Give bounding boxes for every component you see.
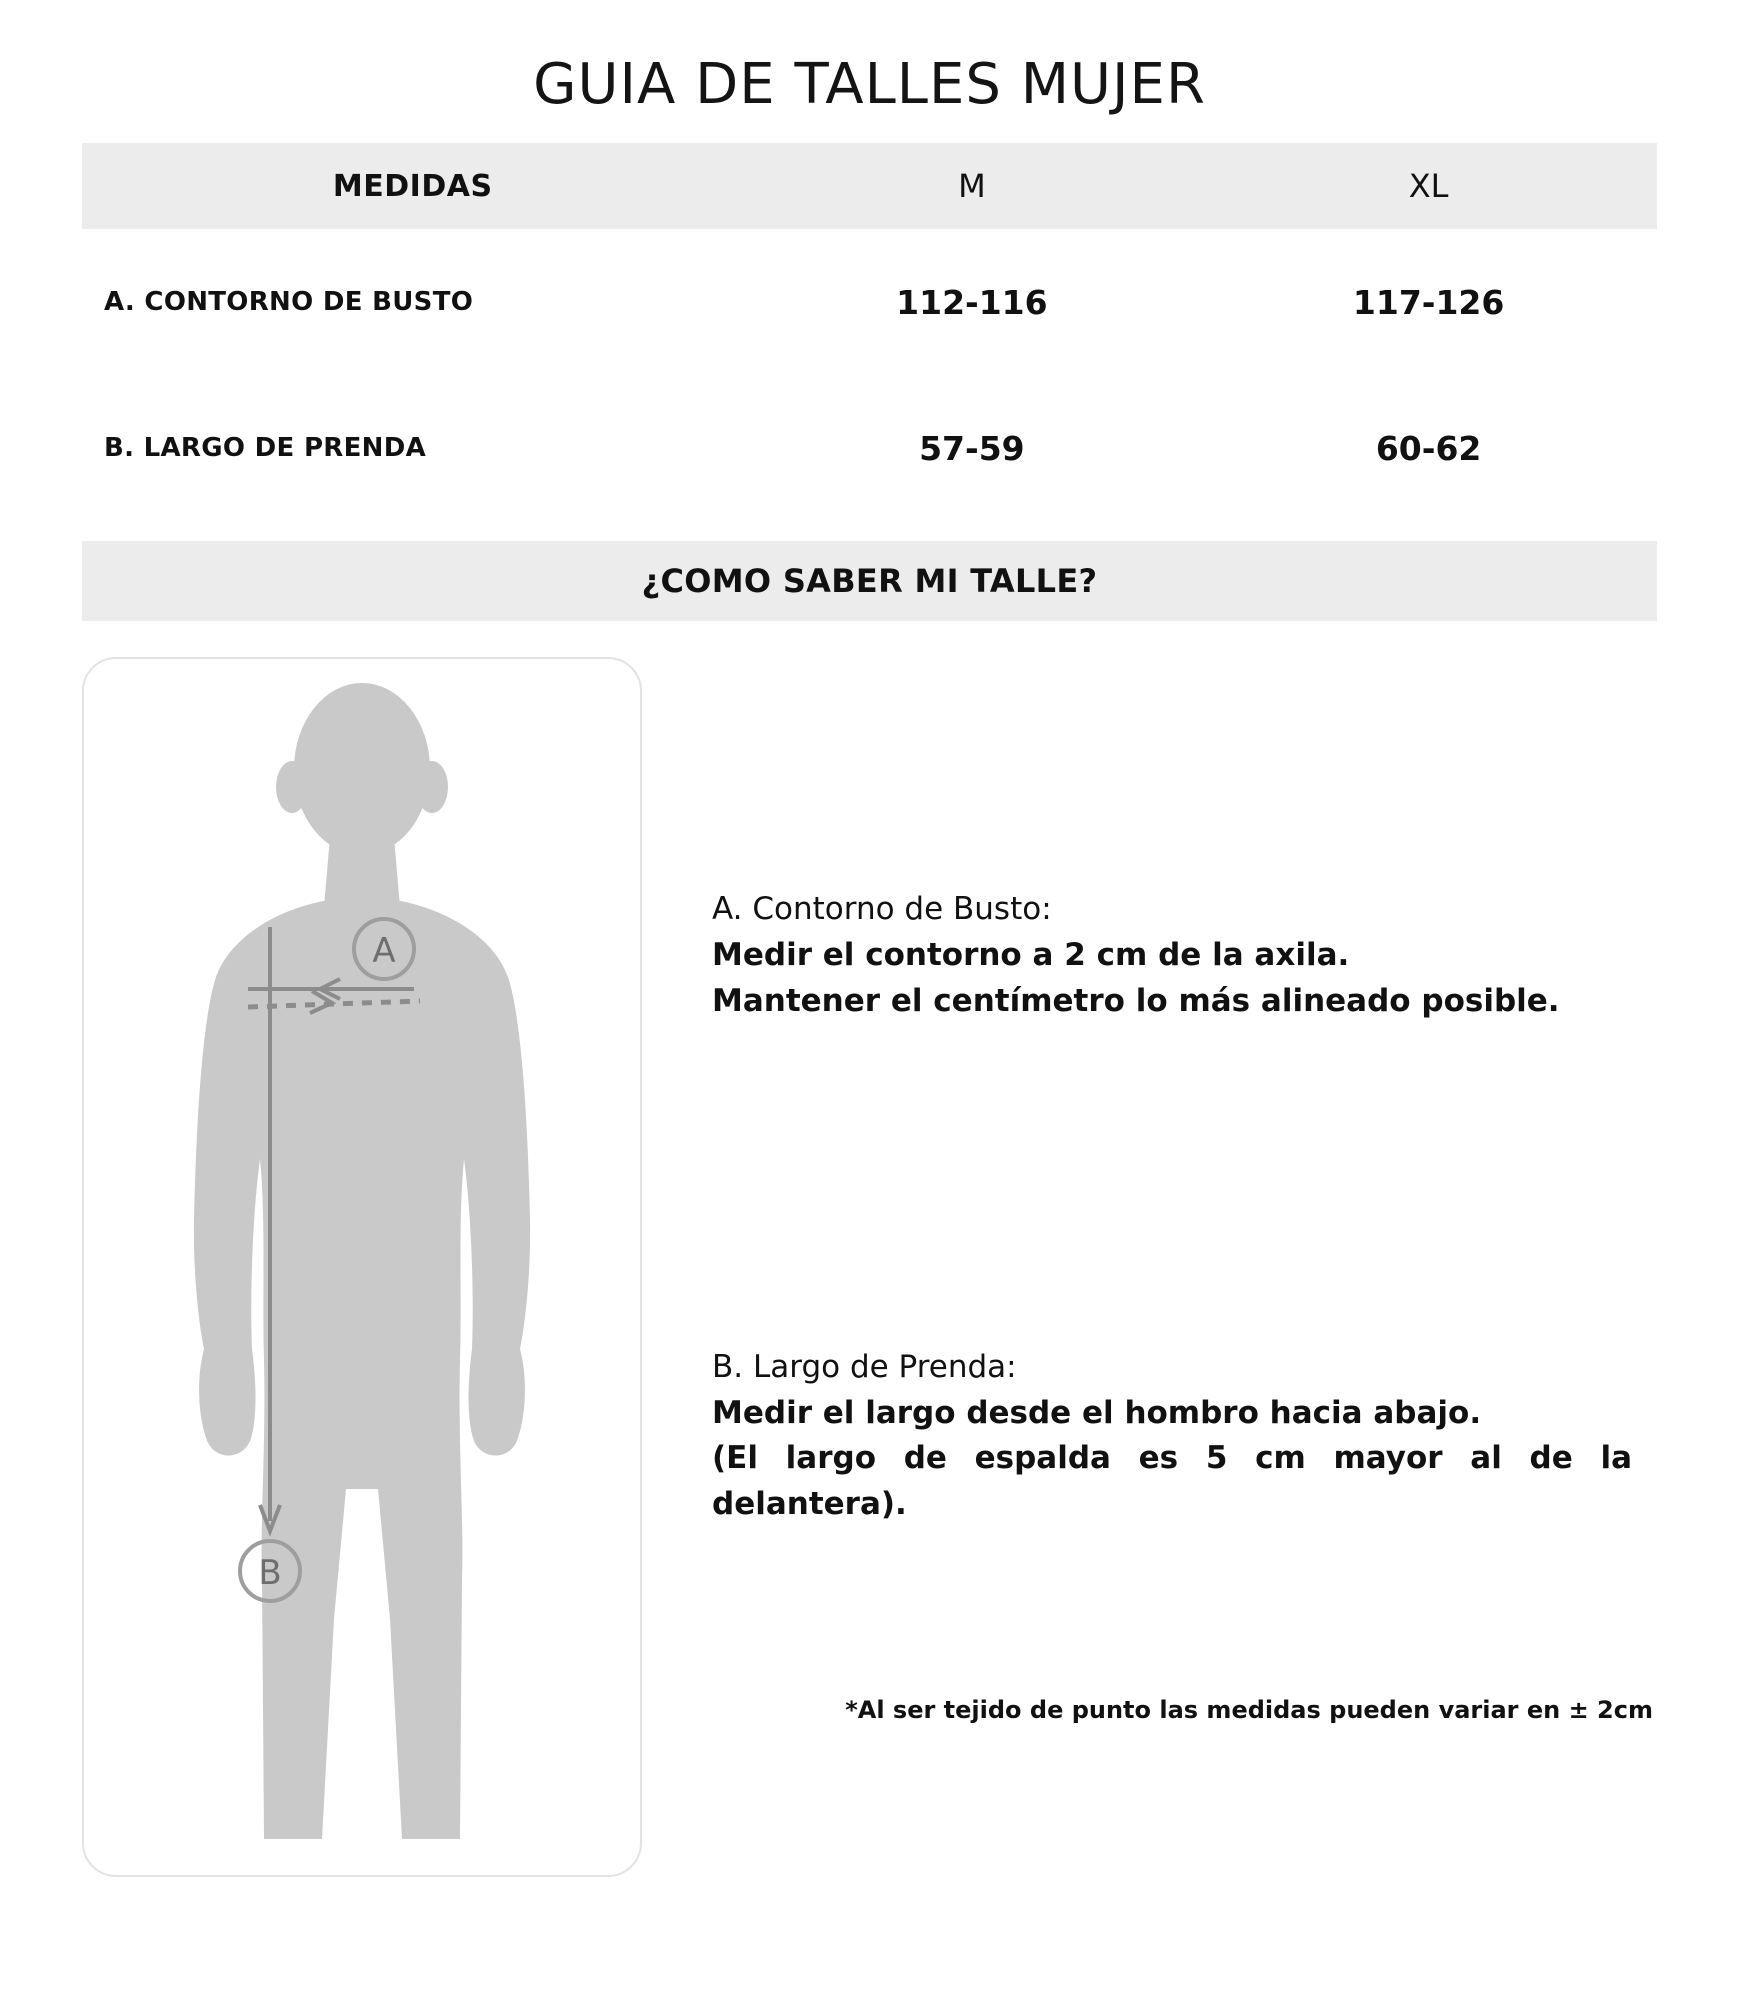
row-bust-xl: 117-126 xyxy=(1352,282,1505,322)
body-silhouette-illustration xyxy=(84,659,640,1875)
instruction-a-line2: Mantener el centímetro lo más alineado posible. xyxy=(712,982,1560,1019)
row-length-m: 57-59 xyxy=(919,428,1025,468)
marker-a-label: A xyxy=(372,931,396,971)
guide-content xyxy=(82,657,1657,1877)
table-header-row xyxy=(82,143,1657,229)
figure-frame xyxy=(82,657,642,1877)
row-label-length: B. LARGO DE PRENDA xyxy=(104,433,427,463)
row-bust-m: 112-116 xyxy=(896,282,1048,322)
instruction-b-line2: (El largo de espalda es 5 cm mayor al de la delantera). xyxy=(712,1440,1632,1523)
instruction-b-heading: B. Largo de Prenda: xyxy=(712,1348,1017,1385)
instructions-column xyxy=(662,657,1657,1724)
table-header-measures: MEDIDAS xyxy=(332,168,493,204)
section-banner xyxy=(82,541,1657,621)
instruction-a-line1: Medir el contorno a 2 cm de la axila. xyxy=(712,936,1350,973)
figure-column xyxy=(82,657,662,1877)
footnote: *Al ser tejido de punto las medidas pueden variar en ± 2cm xyxy=(845,1696,1653,1725)
table-row xyxy=(82,229,1657,375)
table-row xyxy=(82,375,1657,521)
instruction-b xyxy=(712,1345,1632,1529)
row-label-bust: A. CONTORNO DE BUSTO xyxy=(104,287,474,317)
instruction-a-heading: A. Contorno de Busto: xyxy=(712,891,1052,927)
table-header-size-m: M xyxy=(958,167,986,205)
instruction-b-line1: Medir el largo desde el hombro hacia abajo. xyxy=(712,1394,1482,1431)
section-banner-label: ¿COMO SABER MI TALLE? xyxy=(641,562,1098,600)
table-header-size-xl: XL xyxy=(1408,167,1449,205)
size-table xyxy=(82,143,1657,521)
page-title: GUIA DE TALLES MUJER xyxy=(533,52,1206,117)
instruction-a xyxy=(712,887,1657,1025)
row-length-xl: 60-62 xyxy=(1375,428,1482,468)
marker-b-label: B xyxy=(258,1553,282,1593)
